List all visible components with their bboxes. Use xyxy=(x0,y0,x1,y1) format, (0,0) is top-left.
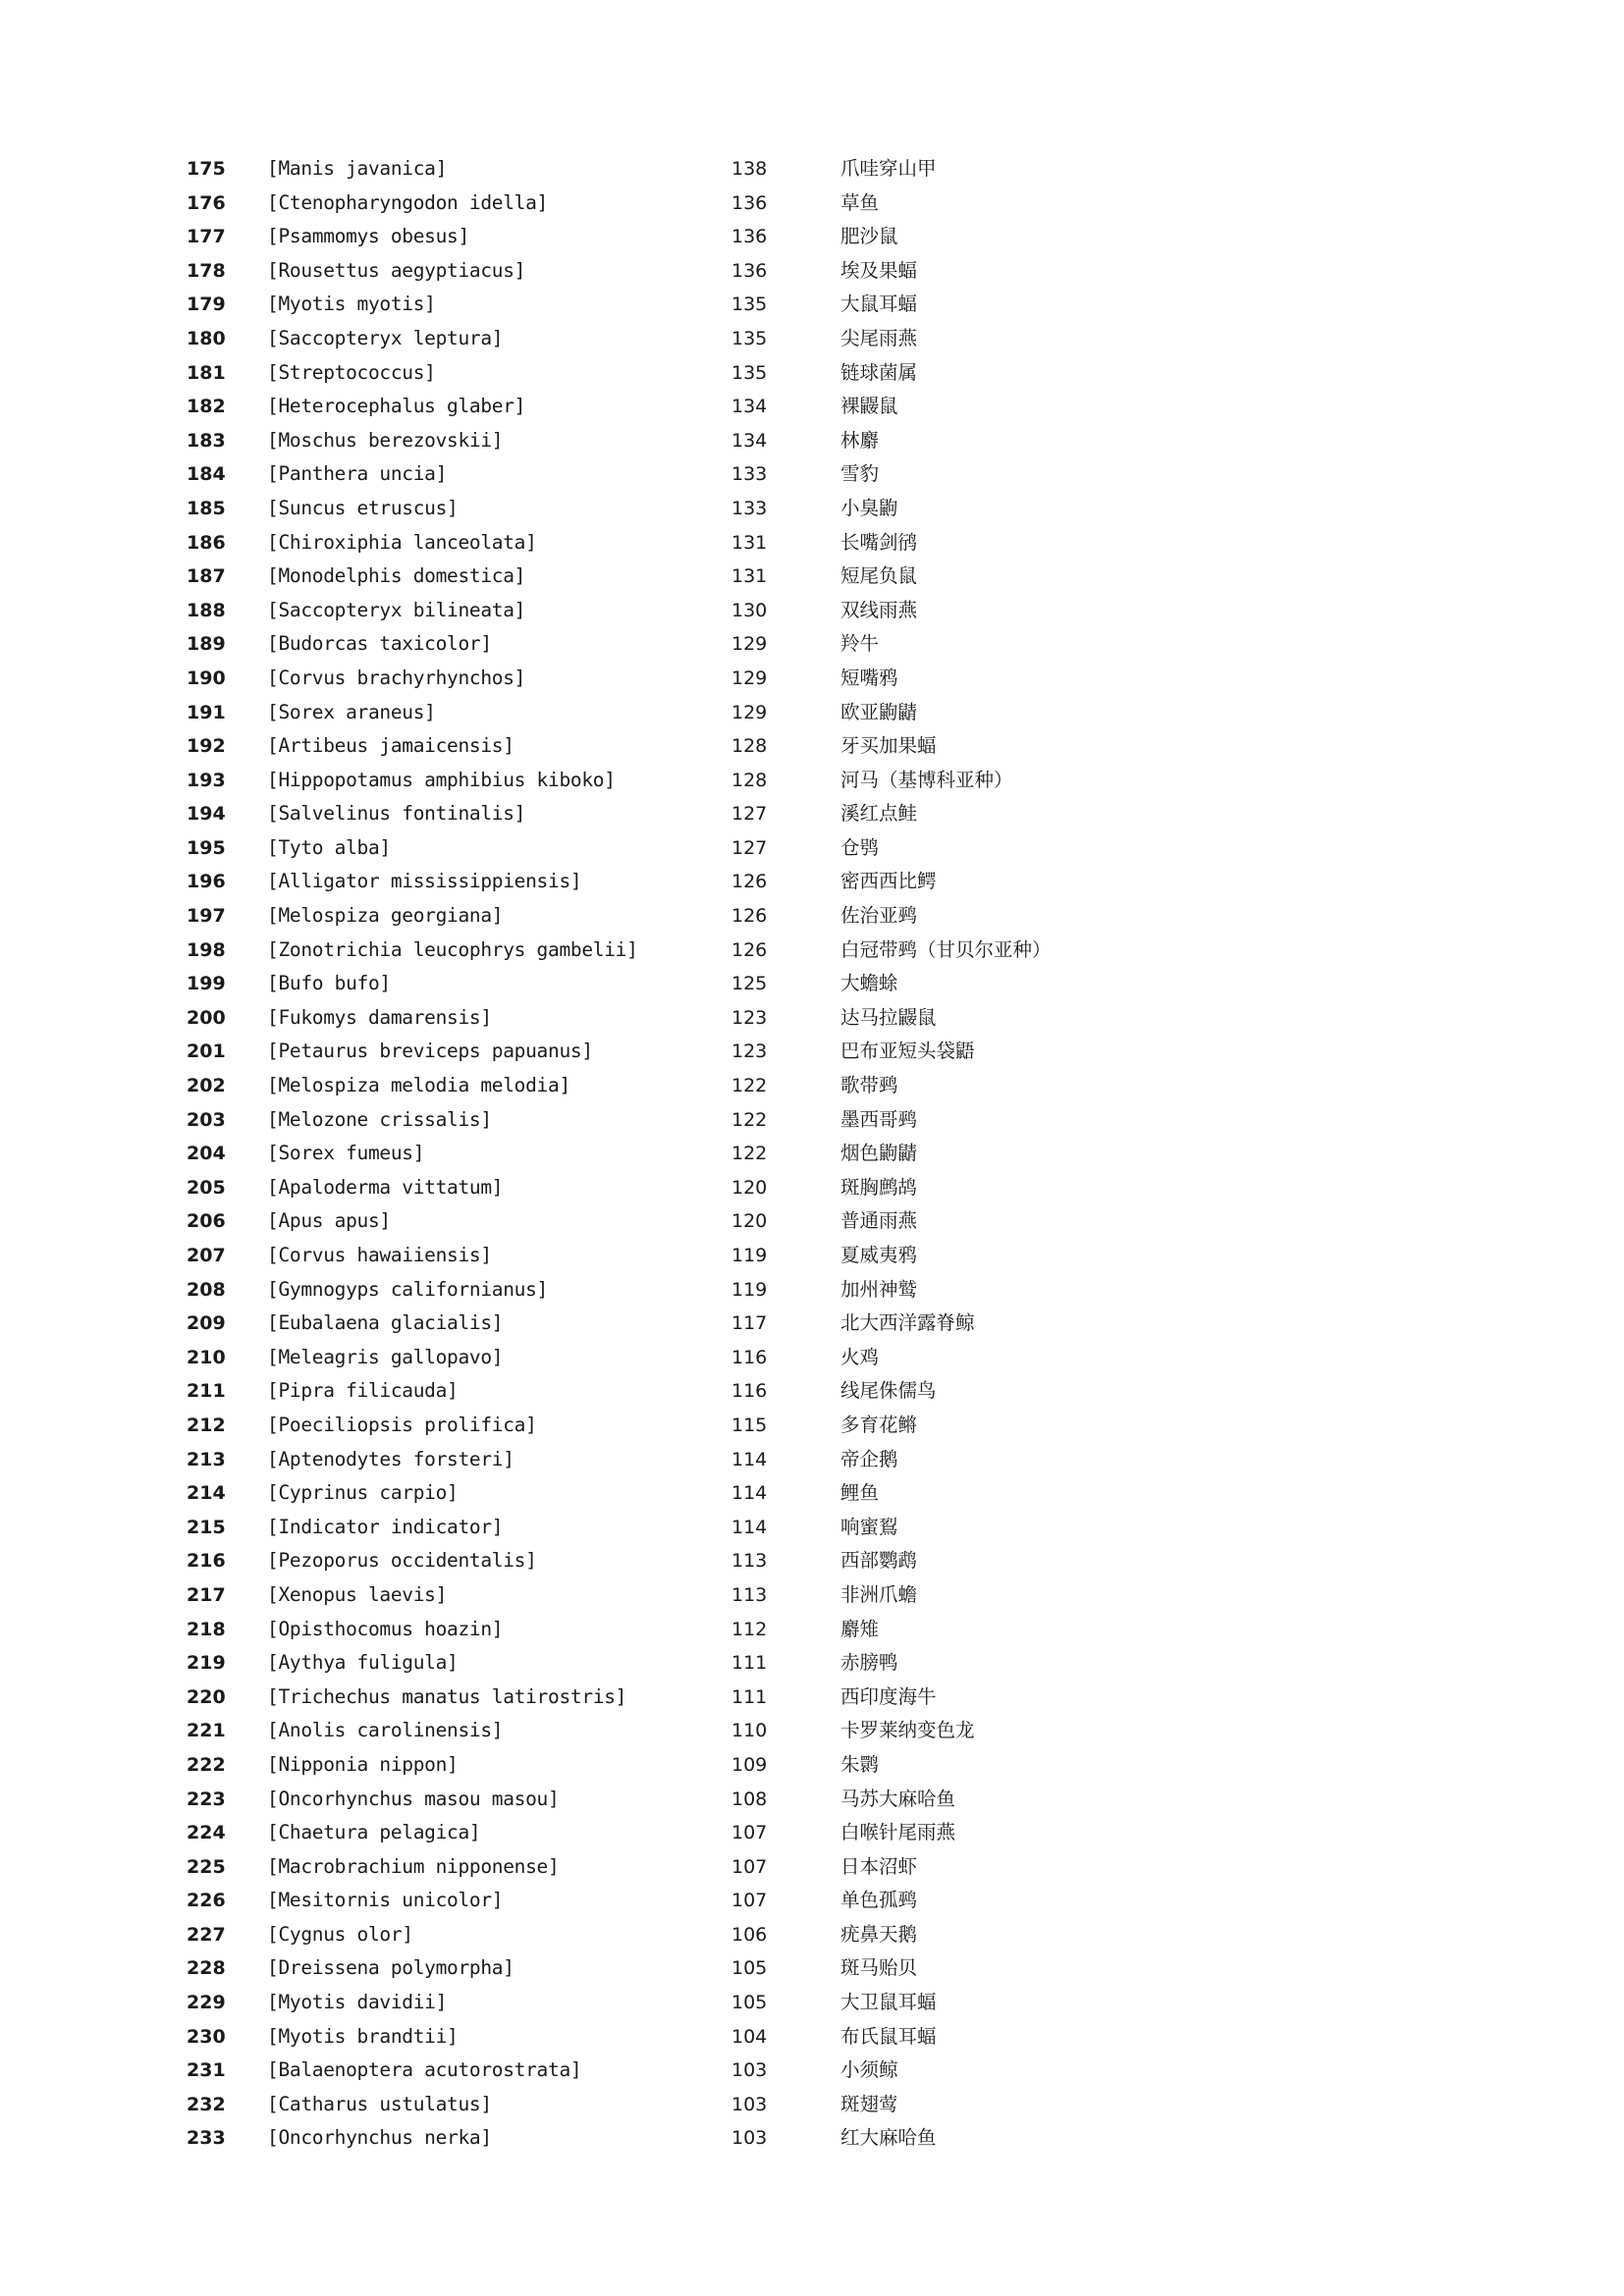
chinese-name-cell: 斑翅莺 xyxy=(840,2092,898,2115)
count-cell: 103 xyxy=(731,2059,768,2082)
count-cell: 126 xyxy=(731,871,768,893)
rank-cell: 198 xyxy=(187,938,226,961)
table-row xyxy=(187,1544,1168,1578)
count-cell: 131 xyxy=(731,531,768,554)
chinese-name-cell: 溪红点鲑 xyxy=(840,802,918,826)
chinese-name-cell: 多育花鳉 xyxy=(840,1413,918,1436)
rank-cell: 219 xyxy=(187,1652,226,1675)
table-row xyxy=(187,1171,1168,1205)
species-name-cell: [Cygnus olor] xyxy=(267,1922,413,1946)
rank-cell: 187 xyxy=(187,565,226,588)
rank-cell: 197 xyxy=(187,905,226,928)
species-name-cell: [Oncorhynchus nerka] xyxy=(267,2126,492,2150)
table-row xyxy=(187,1409,1168,1443)
chinese-name-cell: 斑马贻贝 xyxy=(840,1956,918,1980)
rank-cell: 223 xyxy=(187,1788,226,1810)
table-row xyxy=(187,1476,1168,1511)
table-row xyxy=(187,594,1168,628)
species-name-cell: [Suncus etruscus] xyxy=(267,496,459,519)
species-name-cell: [Budorcas taxicolor] xyxy=(267,632,492,656)
species-name-cell: [Saccopteryx bilineata] xyxy=(267,598,526,621)
table-row xyxy=(187,797,1168,831)
chinese-name-cell: 北大西洋露脊鲸 xyxy=(840,1311,975,1335)
count-cell: 131 xyxy=(731,565,768,588)
rank-cell: 180 xyxy=(187,327,226,349)
species-name-cell: [Chiroxiphia lanceolata] xyxy=(267,530,537,554)
count-cell: 106 xyxy=(731,1923,768,1946)
table-row xyxy=(187,2020,1168,2055)
rank-cell: 210 xyxy=(187,1346,226,1368)
chinese-name-cell: 单色孤鹀 xyxy=(840,1889,918,1912)
table-row xyxy=(187,187,1168,221)
table-row xyxy=(187,1307,1168,1341)
rank-cell: 185 xyxy=(187,497,226,519)
rank-cell: 215 xyxy=(187,1516,226,1538)
rank-cell: 216 xyxy=(187,1550,226,1573)
count-cell: 113 xyxy=(731,1550,768,1573)
table-row xyxy=(187,390,1168,424)
table-row xyxy=(187,1204,1168,1239)
count-cell: 123 xyxy=(731,1041,768,1063)
species-name-cell: [Melospiza georgiana] xyxy=(267,904,504,928)
count-cell: 113 xyxy=(731,1583,768,1606)
table-row xyxy=(187,1951,1168,1986)
species-name-cell: [Heterocephalus glaber] xyxy=(267,395,526,418)
table-row xyxy=(187,2088,1168,2122)
chinese-name-cell: 白冠带鹀（甘贝尔亚种） xyxy=(840,937,1052,961)
table-row xyxy=(187,1578,1168,1613)
rank-cell: 220 xyxy=(187,1685,226,1708)
chinese-name-cell: 大蟾蜍 xyxy=(840,972,898,995)
species-name-cell: [Dreissena polymorpha] xyxy=(267,1956,514,1980)
rank-cell: 221 xyxy=(187,1720,226,1742)
table-row xyxy=(187,152,1168,187)
species-name-cell: [Saccopteryx leptura] xyxy=(267,326,504,349)
count-cell: 114 xyxy=(731,1516,768,1538)
rank-cell: 186 xyxy=(187,531,226,554)
count-cell: 136 xyxy=(731,226,768,248)
rank-cell: 184 xyxy=(187,463,226,486)
rank-cell: 229 xyxy=(187,1992,226,2014)
species-name-cell: [Anolis carolinensis] xyxy=(267,1719,504,1742)
table-row xyxy=(187,865,1168,899)
count-cell: 134 xyxy=(731,396,768,418)
rank-cell: 182 xyxy=(187,396,226,418)
count-cell: 135 xyxy=(731,327,768,349)
table-row xyxy=(187,1850,1168,1885)
table-row xyxy=(187,662,1168,696)
table-row xyxy=(187,1374,1168,1409)
species-name-cell: [Tyto alba] xyxy=(267,835,391,859)
rank-cell: 179 xyxy=(187,294,226,316)
species-name-cell: [Corvus brachyrhynchos] xyxy=(267,666,526,689)
chinese-name-cell: 帝企鹅 xyxy=(840,1447,898,1470)
chinese-name-cell: 牙买加果蝠 xyxy=(840,734,937,758)
chinese-name-cell: 羚牛 xyxy=(840,632,880,656)
count-cell: 138 xyxy=(731,158,768,180)
rank-cell: 183 xyxy=(187,429,226,452)
species-name-cell: [Sorex araneus] xyxy=(267,700,436,723)
rank-cell: 194 xyxy=(187,803,226,826)
count-cell: 115 xyxy=(731,1414,768,1436)
count-cell: 127 xyxy=(731,803,768,826)
chinese-name-cell: 加州神鹫 xyxy=(840,1277,918,1301)
table-row xyxy=(187,1137,1168,1171)
count-cell: 116 xyxy=(731,1380,768,1403)
table-row xyxy=(187,492,1168,526)
species-name-cell: [Indicator indicator] xyxy=(267,1515,504,1538)
species-name-cell: [Macrobrachium nipponense] xyxy=(267,1854,560,1878)
count-cell: 105 xyxy=(731,1992,768,2014)
species-name-cell: [Pipra filicauda] xyxy=(267,1379,459,1403)
rank-cell: 188 xyxy=(187,599,226,621)
chinese-name-cell: 布氏鼠耳蝠 xyxy=(840,2024,937,2048)
chinese-name-cell: 大鼠耳蝠 xyxy=(840,293,918,316)
chinese-name-cell: 鲤鱼 xyxy=(840,1481,880,1505)
count-cell: 135 xyxy=(731,361,768,384)
chinese-name-cell: 短尾负鼠 xyxy=(840,564,918,588)
species-name-cell: [Corvus hawaiiensis] xyxy=(267,1244,492,1266)
species-name-cell: [Myotis myotis] xyxy=(267,293,436,316)
species-name-cell: [Fukomys damarensis] xyxy=(267,1005,492,1029)
count-cell: 105 xyxy=(731,1957,768,1980)
count-cell: 127 xyxy=(731,836,768,859)
species-name-cell: [Gymnogyps californianus] xyxy=(267,1277,549,1301)
rank-cell: 204 xyxy=(187,1143,226,1165)
table-row xyxy=(187,1511,1168,1545)
table-row xyxy=(187,1646,1168,1681)
count-cell: 136 xyxy=(731,191,768,214)
chinese-name-cell: 肥沙鼠 xyxy=(840,225,898,248)
chinese-name-cell: 尖尾雨燕 xyxy=(840,326,918,349)
species-name-cell: [Oncorhynchus masou masou] xyxy=(267,1787,560,1810)
chinese-name-cell: 草鱼 xyxy=(840,190,880,214)
rank-cell: 225 xyxy=(187,1855,226,1878)
chinese-name-cell: 河马（基博科亚种） xyxy=(840,768,1013,791)
rank-cell: 181 xyxy=(187,361,226,384)
chinese-name-cell: 佐治亚鹀 xyxy=(840,904,918,928)
rank-cell: 227 xyxy=(187,1923,226,1946)
count-cell: 126 xyxy=(731,905,768,928)
chinese-name-cell: 麝雉 xyxy=(840,1617,880,1640)
chinese-name-cell: 非洲爪蟾 xyxy=(840,1582,918,1606)
chinese-name-cell: 红大麻哈鱼 xyxy=(840,2126,937,2150)
table-row xyxy=(187,764,1168,798)
chinese-name-cell: 雪豹 xyxy=(840,462,880,486)
chinese-name-cell: 林麝 xyxy=(840,428,880,452)
count-cell: 109 xyxy=(731,1753,768,1776)
count-cell: 123 xyxy=(731,1006,768,1029)
table-row xyxy=(187,899,1168,934)
count-cell: 128 xyxy=(731,735,768,758)
species-name-cell: [Aythya fuligula] xyxy=(267,1651,459,1675)
chinese-name-cell: 普通雨燕 xyxy=(840,1209,918,1233)
rank-cell: 176 xyxy=(187,191,226,214)
table-row xyxy=(187,1001,1168,1036)
chinese-name-cell: 短嘴鸦 xyxy=(840,666,898,689)
rank-cell: 199 xyxy=(187,973,226,995)
rank-cell: 190 xyxy=(187,667,226,689)
chinese-name-cell: 西印度海牛 xyxy=(840,1684,937,1708)
chinese-name-cell: 卡罗莱纳变色龙 xyxy=(840,1719,975,1742)
count-cell: 111 xyxy=(731,1685,768,1708)
count-cell: 130 xyxy=(731,599,768,621)
rank-cell: 195 xyxy=(187,836,226,859)
species-name-cell: [Catharus ustulatus] xyxy=(267,2092,492,2115)
chinese-name-cell: 线尾侏儒鸟 xyxy=(840,1379,937,1403)
table-row xyxy=(187,254,1168,289)
count-cell: 107 xyxy=(731,1890,768,1912)
chinese-name-cell: 疣鼻天鹅 xyxy=(840,1922,918,1946)
table-row xyxy=(187,1239,1168,1273)
table-row xyxy=(187,934,1168,968)
species-name-cell: [Cyprinus carpio] xyxy=(267,1481,459,1505)
count-cell: 134 xyxy=(731,429,768,452)
table-row xyxy=(187,526,1168,561)
count-cell: 136 xyxy=(731,259,768,282)
count-cell: 114 xyxy=(731,1482,768,1505)
species-name-cell: [Psammomys obesus] xyxy=(267,225,469,248)
count-cell: 119 xyxy=(731,1278,768,1301)
count-cell: 122 xyxy=(731,1108,768,1131)
table-row xyxy=(187,1816,1168,1850)
species-name-cell: [Manis javanica] xyxy=(267,157,448,180)
rank-cell: 213 xyxy=(187,1448,226,1470)
species-name-cell: [Sorex fumeus] xyxy=(267,1142,425,1165)
species-name-cell: [Rousettus aegyptiacus] xyxy=(267,258,526,282)
count-cell: 133 xyxy=(731,463,768,486)
count-cell: 122 xyxy=(731,1143,768,1165)
table-row xyxy=(187,2054,1168,2088)
rank-cell: 212 xyxy=(187,1414,226,1436)
chinese-name-cell: 小臭鼩 xyxy=(840,496,898,519)
rank-cell: 206 xyxy=(187,1210,226,1233)
count-cell: 133 xyxy=(731,497,768,519)
species-name-cell: [Chaetura pelagica] xyxy=(267,1821,481,1844)
count-cell: 103 xyxy=(731,2093,768,2115)
count-cell: 107 xyxy=(731,1822,768,1844)
chinese-name-cell: 爪哇穿山甲 xyxy=(840,157,937,180)
rank-cell: 231 xyxy=(187,2059,226,2082)
count-cell: 120 xyxy=(731,1176,768,1199)
species-name-cell: [Melospiza melodia melodia] xyxy=(267,1074,570,1097)
rank-cell: 192 xyxy=(187,735,226,758)
rank-cell: 191 xyxy=(187,701,226,723)
rank-cell: 178 xyxy=(187,259,226,282)
species-name-cell: [Balaenoptera acutorostrata] xyxy=(267,2058,582,2082)
rank-cell: 209 xyxy=(187,1312,226,1335)
count-cell: 111 xyxy=(731,1652,768,1675)
species-name-cell: [Artibeus jamaicensis] xyxy=(267,734,514,758)
count-cell: 117 xyxy=(731,1312,768,1335)
rank-cell: 233 xyxy=(187,2127,226,2150)
table-row xyxy=(187,729,1168,764)
table-row xyxy=(187,1035,1168,1069)
table-row xyxy=(187,424,1168,458)
count-cell: 125 xyxy=(731,973,768,995)
table-row xyxy=(187,1918,1168,1952)
count-cell: 108 xyxy=(731,1788,768,1810)
table-row xyxy=(187,1986,1168,2020)
chinese-name-cell: 歌带鹀 xyxy=(840,1074,898,1097)
count-cell: 129 xyxy=(731,667,768,689)
species-name-cell: [Nipponia nippon] xyxy=(267,1752,459,1776)
chinese-name-cell: 火鸡 xyxy=(840,1345,880,1368)
chinese-name-cell: 烟色鼩鼱 xyxy=(840,1142,918,1165)
rank-cell: 193 xyxy=(187,769,226,791)
rank-cell: 196 xyxy=(187,871,226,893)
rank-cell: 208 xyxy=(187,1278,226,1301)
table-row xyxy=(187,560,1168,594)
table-row xyxy=(187,356,1168,391)
species-name-cell: [Melozone crissalis] xyxy=(267,1107,492,1131)
chinese-name-cell: 双线雨燕 xyxy=(840,598,918,621)
count-cell: 129 xyxy=(731,633,768,656)
chinese-name-cell: 大卫鼠耳蝠 xyxy=(840,1991,937,2014)
table-row xyxy=(187,627,1168,662)
species-name-cell: [Mesitornis unicolor] xyxy=(267,1889,504,1912)
species-name-cell: [Poeciliopsis prolifica] xyxy=(267,1413,537,1436)
rank-cell: 211 xyxy=(187,1380,226,1403)
rank-cell: 217 xyxy=(187,1583,226,1606)
count-cell: 103 xyxy=(731,2127,768,2150)
table-row xyxy=(187,1341,1168,1375)
rank-cell: 232 xyxy=(187,2093,226,2115)
count-cell: 114 xyxy=(731,1448,768,1470)
species-name-cell: [Zonotrichia leucophrys gambelii] xyxy=(267,937,638,961)
count-cell: 104 xyxy=(731,2025,768,2048)
table-row xyxy=(187,1884,1168,1918)
count-cell: 110 xyxy=(731,1720,768,1742)
count-cell: 112 xyxy=(731,1618,768,1640)
chinese-name-cell: 白喉针尾雨燕 xyxy=(840,1821,956,1844)
species-name-cell: [Trichechus manatus latirostris] xyxy=(267,1684,627,1708)
rank-cell: 222 xyxy=(187,1753,226,1776)
species-name-cell: [Aptenodytes forsteri] xyxy=(267,1447,514,1470)
chinese-name-cell: 斑胸鹧鸪 xyxy=(840,1175,918,1199)
table-row xyxy=(187,1714,1168,1748)
species-name-cell: [Hippopotamus amphibius kiboko] xyxy=(267,768,616,791)
rank-cell: 203 xyxy=(187,1108,226,1131)
species-name-cell: [Apus apus] xyxy=(267,1209,391,1233)
species-name-cell: [Moschus berezovskii] xyxy=(267,428,504,452)
table-row xyxy=(187,1748,1168,1783)
table-row xyxy=(187,2121,1168,2156)
table-row xyxy=(187,1681,1168,1715)
chinese-name-cell: 小须鲸 xyxy=(840,2058,898,2082)
table-row xyxy=(187,457,1168,492)
species-name-cell: [Xenopus laevis] xyxy=(267,1582,448,1606)
chinese-name-cell: 链球菌属 xyxy=(840,360,918,384)
rank-cell: 207 xyxy=(187,1245,226,1266)
count-cell: 129 xyxy=(731,701,768,723)
count-cell: 135 xyxy=(731,294,768,316)
chinese-name-cell: 西部鹦鹉 xyxy=(840,1549,918,1573)
species-name-cell: [Salvelinus fontinalis] xyxy=(267,802,526,826)
chinese-name-cell: 密西西比鳄 xyxy=(840,870,937,893)
table-row xyxy=(187,1613,1168,1647)
table-row xyxy=(187,1783,1168,1817)
table-row xyxy=(187,1273,1168,1308)
chinese-name-cell: 响蜜鴷 xyxy=(840,1515,898,1538)
chinese-name-cell: 朱鹮 xyxy=(840,1752,880,1776)
species-name-cell: [Panthera uncia] xyxy=(267,462,448,486)
rank-cell: 200 xyxy=(187,1006,226,1029)
table-row xyxy=(187,967,1168,1001)
count-cell: 119 xyxy=(731,1245,768,1266)
species-name-cell: [Streptococcus] xyxy=(267,360,436,384)
count-cell: 122 xyxy=(731,1075,768,1097)
rank-cell: 175 xyxy=(187,158,226,180)
table-row xyxy=(187,1443,1168,1477)
chinese-name-cell: 仓鸮 xyxy=(840,835,880,859)
count-cell: 116 xyxy=(731,1346,768,1368)
species-name-cell: [Myotis brandtii] xyxy=(267,2024,459,2048)
rank-cell: 230 xyxy=(187,2025,226,2048)
table-row xyxy=(187,220,1168,254)
count-cell: 128 xyxy=(731,769,768,791)
rank-cell: 205 xyxy=(187,1176,226,1199)
species-name-cell: [Bufo bufo] xyxy=(267,972,391,995)
rank-cell: 202 xyxy=(187,1075,226,1097)
species-table xyxy=(187,152,1168,2156)
table-row xyxy=(187,322,1168,356)
chinese-name-cell: 长嘴剑鸻 xyxy=(840,530,918,554)
chinese-name-cell: 巴布亚短头袋鼯 xyxy=(840,1040,975,1063)
rank-cell: 214 xyxy=(187,1482,226,1505)
chinese-name-cell: 马苏大麻哈鱼 xyxy=(840,1787,956,1810)
species-name-cell: [Apaloderma vittatum] xyxy=(267,1175,504,1199)
rank-cell: 226 xyxy=(187,1890,226,1912)
species-name-cell: [Petaurus breviceps papuanus] xyxy=(267,1040,593,1063)
count-cell: 126 xyxy=(731,938,768,961)
species-name-cell: [Myotis davidii] xyxy=(267,1991,448,2014)
rank-cell: 228 xyxy=(187,1957,226,1980)
chinese-name-cell: 欧亚鼩鼱 xyxy=(840,700,918,723)
rank-cell: 189 xyxy=(187,633,226,656)
species-name-cell: [Ctenopharyngodon idella] xyxy=(267,190,549,214)
rank-cell: 224 xyxy=(187,1822,226,1844)
chinese-name-cell: 夏威夷鸦 xyxy=(840,1244,918,1266)
species-name-cell: [Monodelphis domestica] xyxy=(267,564,526,588)
species-name-cell: [Opisthocomus hoazin] xyxy=(267,1617,504,1640)
rank-cell: 177 xyxy=(187,226,226,248)
species-name-cell: [Eubalaena glacialis] xyxy=(267,1311,504,1335)
rank-cell: 218 xyxy=(187,1618,226,1640)
count-cell: 120 xyxy=(731,1210,768,1233)
chinese-name-cell: 达马拉鼹鼠 xyxy=(840,1005,937,1029)
count-cell: 107 xyxy=(731,1855,768,1878)
species-name-cell: [Alligator mississippiensis] xyxy=(267,870,582,893)
table-row xyxy=(187,1069,1168,1103)
rank-cell: 201 xyxy=(187,1041,226,1063)
chinese-name-cell: 墨西哥鹀 xyxy=(840,1107,918,1131)
species-name-cell: [Pezoporus occidentalis] xyxy=(267,1549,537,1573)
table-row xyxy=(187,288,1168,322)
chinese-name-cell: 赤膀鸭 xyxy=(840,1651,898,1675)
chinese-name-cell: 裸鼹鼠 xyxy=(840,395,898,418)
chinese-name-cell: 日本沼虾 xyxy=(840,1854,918,1878)
table-row xyxy=(187,831,1168,866)
species-name-cell: [Meleagris gallopavo] xyxy=(267,1345,504,1368)
chinese-name-cell: 埃及果蝠 xyxy=(840,258,918,282)
table-row xyxy=(187,696,1168,730)
table-row xyxy=(187,1103,1168,1138)
